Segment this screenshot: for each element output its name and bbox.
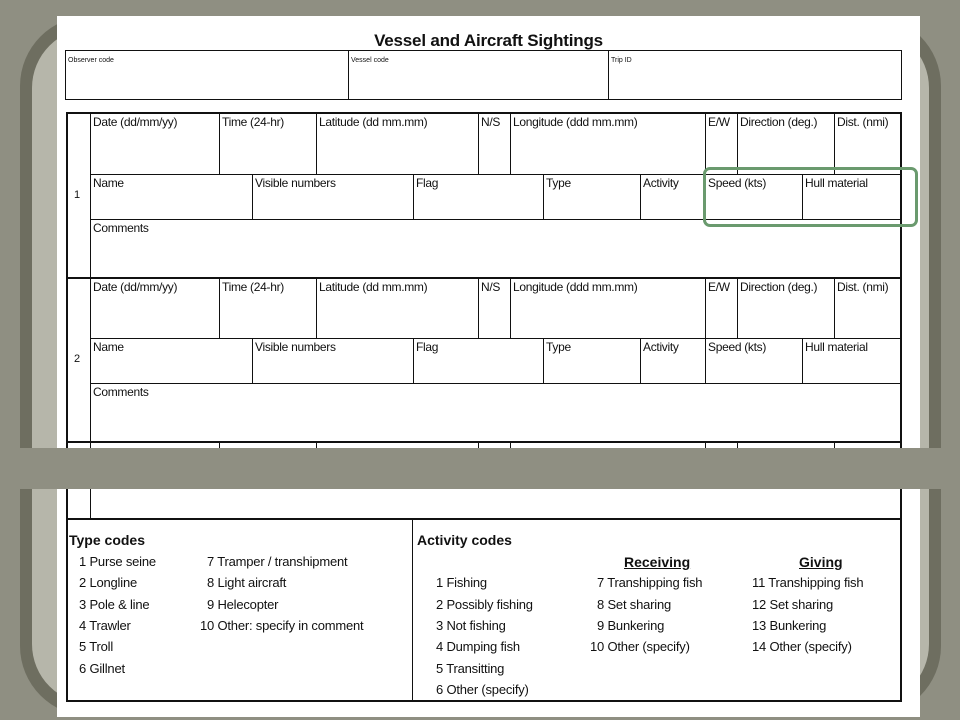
date-label: Date (dd/mm/yy) (93, 280, 178, 294)
activity-code: 4 Dumping fish (436, 639, 520, 654)
distance-label: Dist. (nmi) (837, 115, 889, 129)
direction-label: Direction (deg.) (740, 115, 818, 129)
type-code: 8 Light aircraft (207, 575, 287, 590)
visible-numbers-label: Visible numbers (255, 176, 336, 190)
type-code: 9 Helecopter (207, 597, 279, 612)
activity-code: 14 Other (specify) (752, 639, 852, 654)
giving-heading: Giving (799, 554, 843, 570)
activity-label: Activity (643, 340, 679, 354)
record-number: 1 (74, 189, 81, 201)
speed-hull-highlight (703, 167, 918, 227)
visible-numbers-label: Visible numbers (255, 340, 336, 354)
activity-label: Activity (643, 176, 679, 190)
ew-label: E/W (708, 115, 730, 129)
type-code: 4 Trawler (79, 618, 131, 633)
activity-code: 1 Fishing (436, 575, 487, 590)
separator-band (0, 448, 960, 489)
comments-label: Comments (93, 221, 149, 235)
comments-label: Comments (93, 385, 149, 399)
speed-label: Speed (kts) (708, 340, 767, 354)
flag-label: Flag (416, 176, 439, 190)
type-code: 10 Other: specify in comment (200, 618, 364, 633)
form-title: Vessel and Aircraft Sightings (374, 31, 603, 50)
longitude-label: Longitude (ddd mm.mm) (513, 115, 638, 129)
activity-code: 12 Set sharing (752, 597, 834, 612)
activity-code: 8 Set sharing (597, 597, 672, 612)
activity-code: 2 Possibly fishing (436, 597, 533, 612)
trip-id-label: Trip ID (611, 57, 632, 64)
flag-label: Flag (416, 340, 439, 354)
type-code: 2 Longline (79, 575, 137, 590)
date-label: Date (dd/mm/yy) (93, 115, 178, 129)
activity-code: 5 Transitting (436, 661, 505, 676)
time-label: Time (24-hr) (222, 115, 284, 129)
type-label: Type (546, 176, 571, 190)
time-label: Time (24-hr) (222, 280, 284, 294)
type-code: 1 Purse seine (79, 554, 156, 569)
type-code: 6 Gillnet (79, 661, 125, 676)
direction-label: Direction (deg.) (740, 280, 818, 294)
activity-code: 3 Not fishing (436, 618, 506, 633)
type-code: 7 Tramper / transhipment (207, 554, 348, 569)
longitude-label: Longitude (ddd mm.mm) (513, 280, 638, 294)
latitude-label: Latitude (dd mm.mm) (319, 115, 428, 129)
ew-label: E/W (708, 280, 730, 294)
name-label: Name (93, 340, 124, 354)
type-code: 5 Troll (79, 639, 114, 654)
activity-code: 13 Bunkering (752, 618, 827, 633)
vessel-code-label: Vessel code (351, 57, 389, 64)
activity-code: 9 Bunkering (597, 618, 665, 633)
form-lower (57, 489, 920, 717)
type-codes-title: Type codes (69, 532, 145, 548)
activity-code: 7 Transhipping fish (597, 575, 703, 590)
hull-material-label: Hull material (805, 176, 868, 190)
activity-codes-title: Activity codes (417, 532, 512, 548)
observer-code-label: Observer code (68, 57, 114, 64)
type-label: Type (546, 340, 571, 354)
activity-code: 10 Other (specify) (590, 639, 690, 654)
activity-code: 6 Other (specify) (436, 682, 529, 697)
speed-label: Speed (kts) (708, 176, 767, 190)
receiving-heading: Receiving (624, 554, 691, 570)
form-upper (57, 16, 920, 448)
ns-label: N/S (481, 280, 501, 294)
activity-code: 11 Transhipping fish (752, 575, 864, 590)
ns-label: N/S (481, 115, 501, 129)
distance-label: Dist. (nmi) (837, 280, 889, 294)
latitude-label: Latitude (dd mm.mm) (319, 280, 428, 294)
hull-material-label: Hull material (805, 340, 868, 354)
type-code: 3 Pole & line (79, 597, 150, 612)
name-label: Name (93, 176, 124, 190)
header-fields-box (65, 50, 902, 100)
record-number: 2 (74, 353, 81, 365)
